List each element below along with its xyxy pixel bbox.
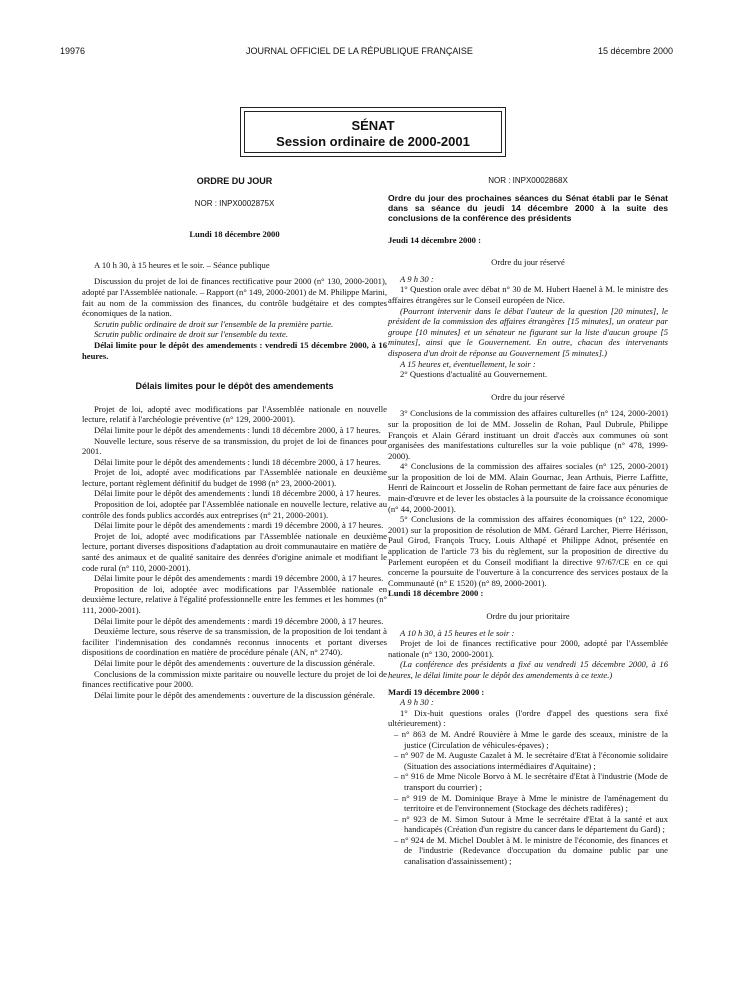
plf-item: Projet de loi de finances rectificative pour 2000, adopté par l'Assemblée nationale (n° 130, 2000-2001). xyxy=(388,638,668,659)
list-item: – n° 923 de M. Simon Sutour à Mme le secrétaire d'Etat à la santé et aux handicapés (Création d'un registre du cancer dans le département du Gard) ; xyxy=(394,813,668,835)
delais-title: Délais limites pour le dépôt des amendements xyxy=(135,381,334,392)
list-item: Proposition de loi, adoptée avec modifications par l'Assemblée nationale en deuxième lecture, relative à l'égalité professionnelle entre les femmes et les hommes (n° 111, 2000-2001). xyxy=(82,583,387,615)
item-4: 4° Conclusions de la commission des affaires sociales (n° 125, 2000-2001) sur la proposition de loi de MM. Alain Gournac, Jean Arthuis, Pierre Laffitte, Henri de Raincourt et Josselin de Rohan permettant de faire face aux pénuries de main-d'œuvre et de lever les obstacles à la poursuite de la croissance économique (n° 44, 2000-2001). xyxy=(388,461,668,514)
discussion-paragraph: Discussion du projet de loi de finances rectificative pour 2000 (n° 130, 2000-2001), adopté par l'Assemblée nationale. – Rapport (n° 149, 2000-2001) de M. Philippe Marini, fait au nom de la commission des finances, du contrôle budgétaire et des comptes économiques de la nation. xyxy=(82,276,387,319)
questions-list xyxy=(388,729,668,867)
reserve-1: Ordre du jour réservé xyxy=(491,257,565,268)
list-item: – n° 919 de M. Dominique Braye à Mme le ministre de l'aménagement du territoire et de l'environnement (Stockage des déchets radifères) ; xyxy=(394,792,668,814)
reserve-2: Ordre du jour réservé xyxy=(491,391,565,402)
list-item: – n° 863 de M. André Rouvière à Mme le garde des sceaux, ministre de la justice (Circulation de véhicules-épaves) ; xyxy=(394,728,668,750)
time-15h: A 15 heures et, éventuellement, le soir : xyxy=(400,358,536,369)
list-item: Délai limite pour le dépôt des amendements : mardi 19 décembre 2000, à 17 heures. xyxy=(94,520,384,531)
list-item: Délai limite pour le dépôt des amendements : mardi 19 décembre 2000, à 17 heures. xyxy=(94,573,384,584)
title-session: Session ordinaire de 2000-2001 xyxy=(276,134,470,149)
plf-note: (La conférence des présidents a fixé au vendredi 15 décembre 2000, à 16 heures, le délai limite pour le dépôt des amendements à ce texte.) xyxy=(388,659,668,680)
list-item: Délai limite pour le dépôt des amendements : lundi 18 décembre 2000, à 17 heures. xyxy=(94,424,381,435)
list-item: Délai limite pour le dépôt des amendements : ouverture de la discussion générale. xyxy=(94,657,375,668)
list-item: Projet de loi, adopté avec modifications par l'Assemblée nationale en deuxième lecture, portant règlement définitif du budget de 1998 (n° 23, 2000-2001). xyxy=(82,467,387,488)
nor-left: NOR : INPX0002875X xyxy=(194,198,275,208)
list-item: Projet de loi, adopté avec modifications par l'Assemblée nationale en deuxième lecture, portant diverses dispositions d'adaptation au droit communautaire en matière de santé des animaux et de qualité sanitaire des denrées d'origine animale et modifiant le code rural (n° 110, 2000-2001). xyxy=(82,530,387,573)
right-heading: Ordre du jour des prochaines séances du Sénat établi par le Sénat dans sa séance du jeudi 14 décembre 2000 à la suite des conclusions de la conférence des présidents xyxy=(388,192,668,223)
time-9h30-b: A 9 h 30 : xyxy=(400,697,434,708)
journal-title: JOURNAL OFFICIEL DE LA RÉPUBLIQUE FRANÇAISE xyxy=(246,46,473,56)
list-item: Délai limite pour le dépôt des amendements : ouverture de la discussion générale. xyxy=(94,689,375,700)
page-number: 19976 xyxy=(60,46,86,56)
list-item: Délai limite pour le dépôt des amendements : mardi 19 décembre 2000, à 17 heures. xyxy=(94,615,384,626)
list-item: – n° 924 de M. Michel Doublet à M. le ministre de l'économie, des finances et de l'industrie (Redevance d'occupation du domaine public par une canalisation d'assainissement) ; xyxy=(394,834,668,867)
scrutin-2: Scrutin public ordinaire de droit sur l'ensemble du texte. xyxy=(94,329,288,340)
lundi-heading: Lundi 18 décembre 2000 : xyxy=(388,588,484,599)
right-column xyxy=(388,176,668,867)
day-heading: Lundi 18 décembre 2000 xyxy=(189,229,280,240)
seance-time: A 10 h 30, à 15 heures et le soir. – Séance publique xyxy=(94,259,270,270)
list-item: Délai limite pour le dépôt des amendements : lundi 18 décembre 2000, à 17 heures. xyxy=(94,488,381,499)
jeudi-heading: Jeudi 14 décembre 2000 : xyxy=(388,234,481,245)
list-item: – n° 916 de Mme Nicole Borvo à M. le secrétaire d'Etat à l'industrie (Mode de transport du courrier) ; xyxy=(394,771,668,792)
item-5: 5° Conclusions de la commission des affaires économiques (n° 122, 2000-2001) sur la proposition de résolution de MM. Gérard Larcher, Pierre Hérisson, Paul Girod, François Trucy, Louis Althapé et Philippe Adnot, présentée en application de l'article 73 bis du règlement, sur la proposition de directive du Parlement européen et du Conseil modifiant la directive 97/67/CE en ce qui concerne la poursuite de l'ouverture à la concurrence des services postaux de la Communauté (n° E 1520) (n° 89, 2000-2001). xyxy=(388,514,668,588)
list-item: Conclusions de la commission mixte paritaire ou nouvelle lecture du projet de loi de finances rectificative pour 2000. xyxy=(82,668,387,690)
question-1: 1° Question orale avec débat n° 30 de M. Hubert Haenel à M. le ministre des affaires étrangères sur le Conseil européen de Nice. xyxy=(388,284,668,305)
list-item: Délai limite pour le dépôt des amendements : lundi 18 décembre 2000, à 17 heures. xyxy=(94,456,381,467)
delai-paragraph: Délai limite pour le dépôt des amendements : vendredi 15 décembre 2000, à 16 heures. xyxy=(82,339,387,361)
question-2: 2° Questions d'actualité au Gouvernement. xyxy=(400,369,547,380)
time-10h30: A 10 h 30, à 15 heures et le soir : xyxy=(400,627,515,638)
list-item: Proposition de loi, adoptée par l'Assemblée nationale en nouvelle lecture, relative au contrôle des fonds publics accordés aux entreprises (n° 21, 2000-2001). xyxy=(82,499,387,520)
time-9h30: A 9 h 30 : xyxy=(400,273,434,284)
title-senat: SÉNAT xyxy=(351,118,395,133)
list-item: Projet de loi, adopté avec modifications par l'Assemblée nationale en nouvelle lecture, relatif à l'archéologie préventive (n° 129, 2000-2001). xyxy=(82,403,387,425)
header-date: 15 décembre 2000 xyxy=(598,46,674,56)
mardi-heading: Mardi 19 décembre 2000 : xyxy=(388,686,485,697)
list-item: Nouvelle lecture, sous réserve de sa transmission, du projet de loi de finances pour 2001. xyxy=(82,435,387,457)
list-item: – n° 907 de M. Auguste Cazalet à M. le secrétaire d'Etat à l'économie solidaire (Situation des associations intermédiaires d'Aquitaine) ; xyxy=(394,750,668,771)
nor-right: NOR : INPX0002868X xyxy=(488,176,568,185)
question-1-note: (Pourront intervenir dans le débat l'auteur de la question [20 minutes], le président de la commission des affaires étrangères [15 minutes], un orateur par groupe [10 minutes] et un sénateur ne figurant sur la liste d'aucun groupe [5 minutes], ainsi que le Gouvernement. En outre, chacun des intervenants disposera d'un droit de réponse au Gouvernement [5 minutes].) xyxy=(388,305,668,358)
ordre-du-jour-title: ORDRE DU JOUR xyxy=(196,176,273,186)
senat-title-box xyxy=(240,107,506,157)
list-item: Deuxième lecture, sous réserve de sa transmission, de la proposition de loi tendant à faciliter l'indemnisation des condamnés reconnus innocents et portant diverses dispositions de coordination en matière de procédure pénale (AN, n° 2740). xyxy=(82,626,387,658)
left-column xyxy=(82,176,387,700)
item-3: 3° Conclusions de la commission des affaires culturelles (n° 124, 2000-2001) sur la proposition de loi de MM. Josselin de Rohan, Paul Dubrule, Philippe François et Alain Gérard instituant un droit d'accès aux communes où sont organisées des manifestations culturelles sur la voie publique (n° 478, 1999-2000). xyxy=(388,408,668,461)
questions-intro: 1° Dix-huit questions orales (l'ordre d'appel des questions sera fixé ultérieurement) : xyxy=(388,707,668,729)
scrutin-1: Scrutin public ordinaire de droit sur l'ensemble de la première partie. xyxy=(94,318,334,329)
prioritaire: Ordre du jour prioritaire xyxy=(486,611,570,621)
